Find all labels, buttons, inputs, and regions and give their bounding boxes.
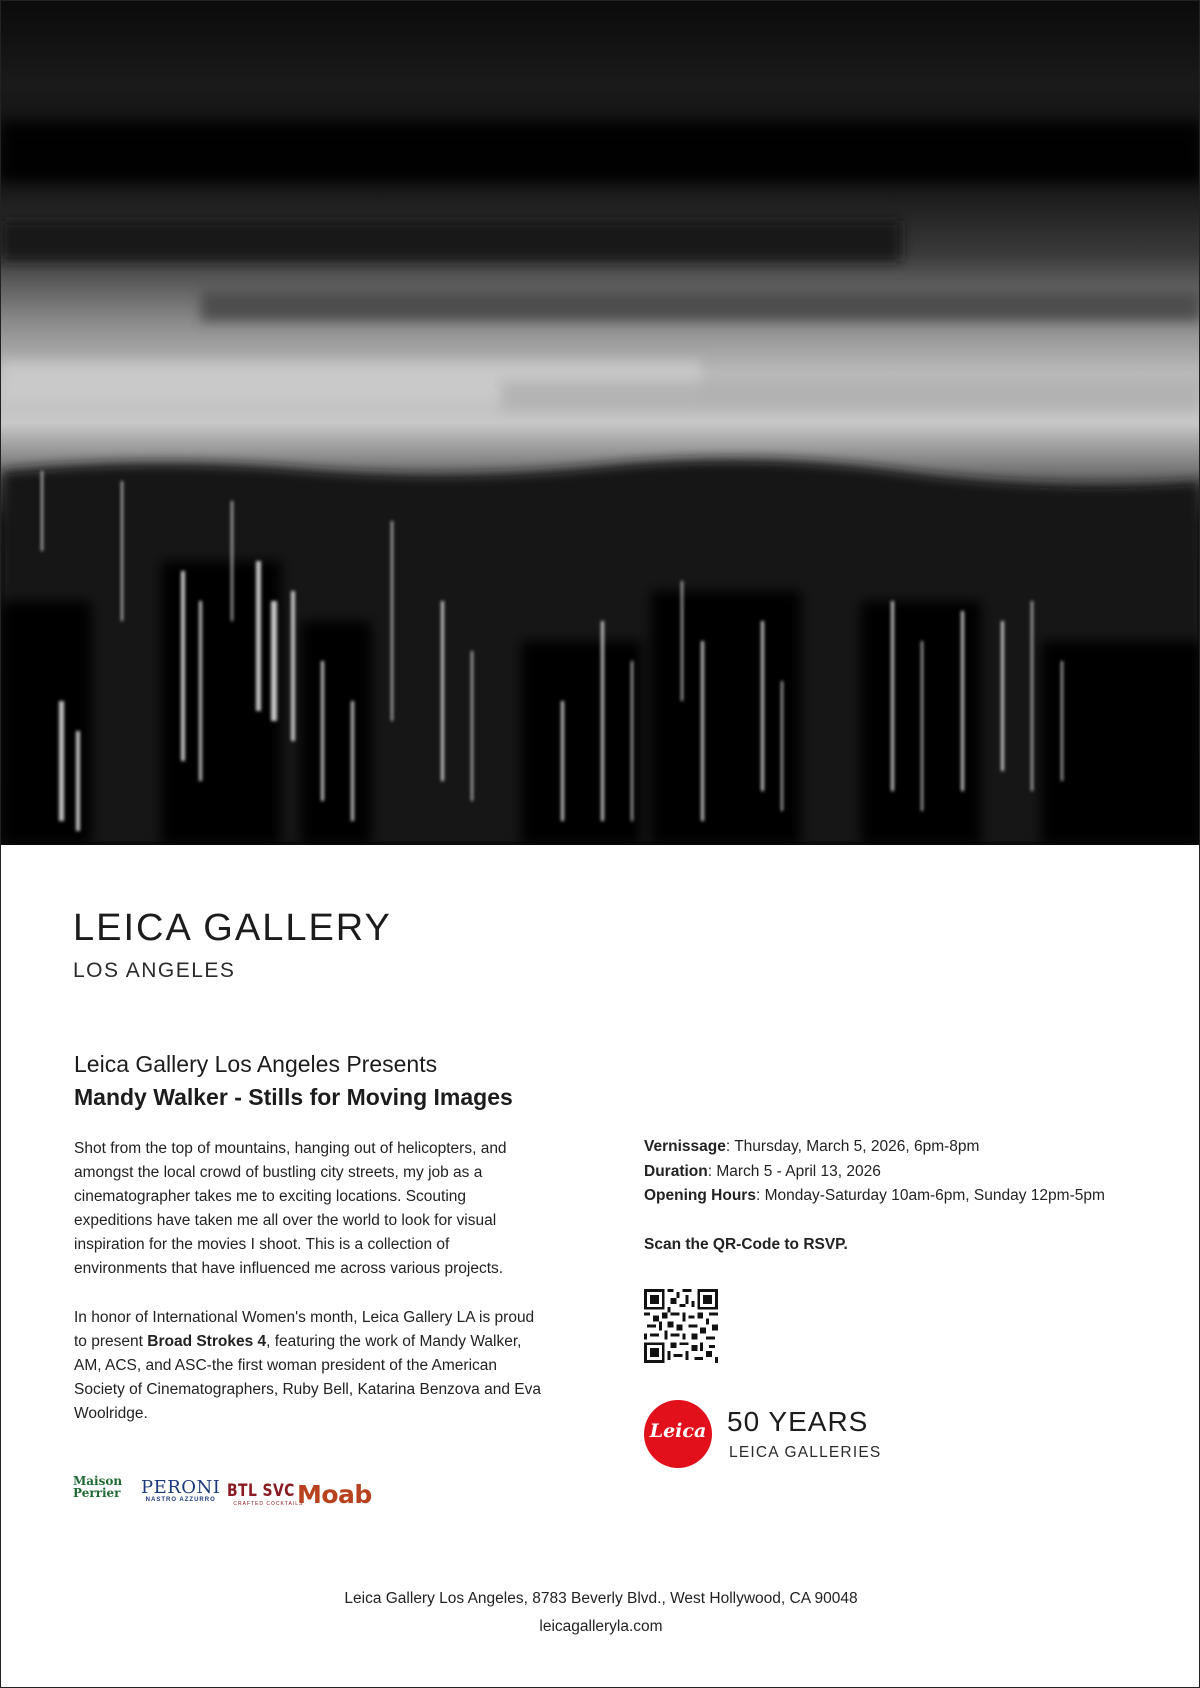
brand-subtitle: LOS ANGELES: [73, 959, 236, 982]
footer-website-link[interactable]: leicagalleryla.com: [539, 1618, 663, 1635]
exhibition-title: Mandy Walker - Stills for Moving Images: [74, 1084, 513, 1110]
peroni-logo: [141, 1477, 220, 1503]
broad-strokes-title: Broad Strokes 4: [147, 1333, 267, 1350]
rsvp-instruction: Scan the QR-Code to RSVP.: [644, 1236, 848, 1253]
anniversary-galleries: LEICA GALLERIES: [729, 1444, 882, 1461]
peroni-logo-main: PERONI: [141, 1477, 221, 1498]
hours-line: [644, 1184, 1105, 1209]
btl-logo-sub: CRAFTED COCKTAILS: [233, 1501, 304, 1507]
presents-line: Leica Gallery Los Angeles Presents: [74, 1051, 438, 1077]
hours-value: : Monday-Saturday 10am-6pm, Sunday 12pm-5pm: [755, 1187, 1105, 1204]
rsvp-qr-code-icon[interactable]: [644, 1289, 718, 1363]
vernissage-value: : Thursday, March 5, 2026, 6pm-8pm: [725, 1138, 980, 1155]
leica-logo-text: Leica: [649, 1420, 707, 1442]
anniversary-years: 50 YEARS: [727, 1406, 869, 1437]
description-paragraph: Shot from the top of mountains, hanging out of helicopters, and amongst the local crowd of bustling city streets, my job as a cinematographer takes me to exciting locations. Scouting expeditions have taken me all over the world to look for visual inspiration for the movies I shoot. This is a collection of environments that have influenced me across various projects.: [74, 1140, 507, 1277]
peroni-logo-sub: NASTRO AZZURRO: [145, 1497, 216, 1503]
event-details: [644, 1135, 1105, 1209]
leica-logo-icon: [644, 1400, 712, 1468]
honor-paragraph: [74, 1306, 544, 1426]
sponsor-logos: [73, 1471, 393, 1517]
duration-value: : March 5 - April 13, 2026: [707, 1162, 881, 1180]
honor-text-start: In honor of International Women's month, Leica Gallery LA is proud to present: [74, 1309, 535, 1350]
vernissage-label: Vernissage: [644, 1138, 726, 1155]
hero-photo: [1, 1, 1200, 845]
duration-label: Duration: [644, 1162, 708, 1180]
footer-address: Leica Gallery Los Angeles, 8783 Beverly Blvd., West Hollywood, CA 90048: [344, 1590, 858, 1607]
moab-logo: Moab: [297, 1480, 372, 1509]
honor-text-end: , featuring the work of Mandy Walker, AM, ACS, and ASC-the first woman president of the American Society of Cinematographers, Ruby Bell, Katarina Benzova and Eva Woolridge.: [74, 1333, 541, 1422]
btl-logo-main: BTL SVC: [227, 1481, 295, 1501]
vernissage-line: [644, 1135, 1105, 1160]
maison-perrier-logo: Maison Perrier: [73, 1474, 123, 1500]
hours-label: Opening Hours: [644, 1187, 756, 1204]
duration-line: [644, 1160, 1105, 1185]
brand-title: LEICA GALLERY: [73, 907, 392, 949]
